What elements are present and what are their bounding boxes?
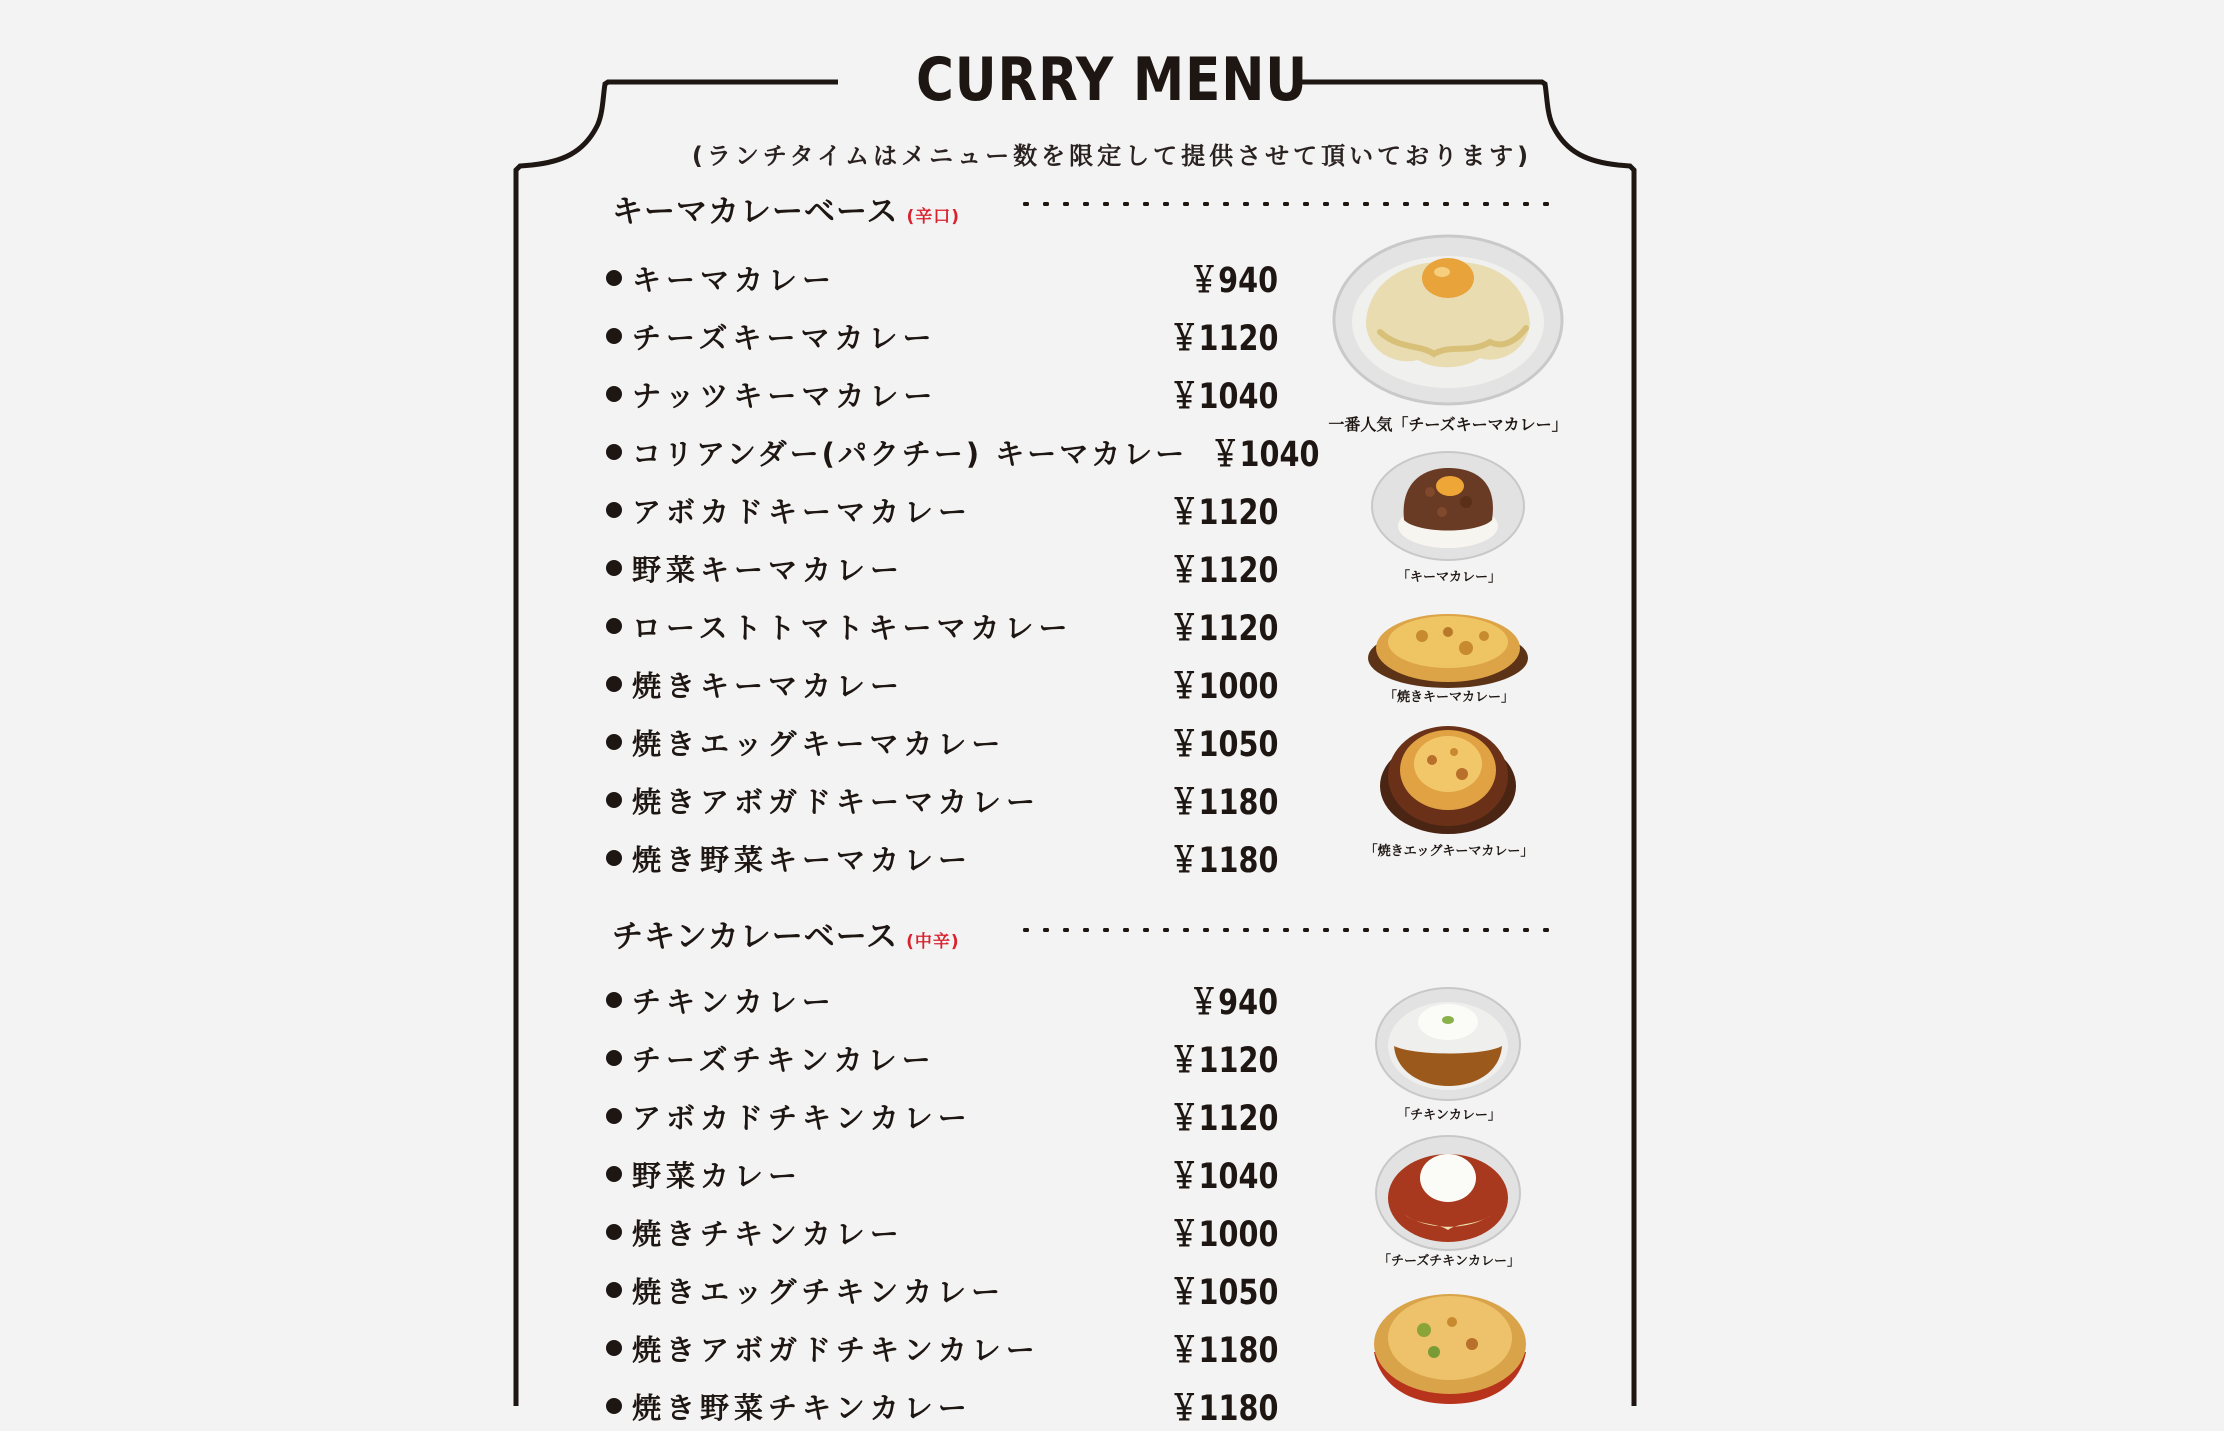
item-price: ￥1120: [1169, 551, 1278, 591]
bullet-icon: [606, 676, 622, 692]
menu-item: [606, 836, 1278, 880]
menu-item: [606, 430, 1320, 475]
keema-curry-photo: [1370, 450, 1526, 562]
menu-item: [606, 546, 1278, 590]
menu-item: [606, 778, 1278, 822]
item-price: ￥1000: [1169, 1215, 1278, 1255]
menu-title: CURRY MENU: [915, 45, 1309, 115]
menu-item: [606, 1152, 1278, 1196]
baked-keema-curry-photo: [1366, 602, 1530, 690]
item-name: チーズキーマカレー: [632, 320, 937, 355]
bullet-icon: [606, 1282, 622, 1298]
photo-caption: 「チキンカレー」: [1397, 1108, 1501, 1123]
section-heading-chicken: [612, 911, 960, 955]
item-name: コリアンダー(パクチー) キーマカレー: [632, 436, 1188, 471]
item-price: ￥1120: [1169, 1099, 1278, 1139]
item-name: 焼きキーマカレー: [632, 668, 905, 703]
photo-caption: 「キーマカレー」: [1396, 570, 1501, 585]
item-name: 野菜キーマカレー: [632, 552, 905, 587]
item-price: ￥1120: [1169, 319, 1278, 359]
cheese-chicken-curry-photo: [1374, 1134, 1522, 1252]
item-price: ￥1120: [1169, 609, 1278, 649]
menu-item: [606, 256, 1278, 300]
menu-item: [606, 662, 1278, 706]
menu-item: [606, 1268, 1278, 1312]
menu-subtitle: (ランチタイムはメニュー数を限定して提供させて頂いております): [691, 142, 1533, 170]
menu-item: [606, 1094, 1278, 1138]
item-name: アボカドチキンカレー: [632, 1100, 972, 1135]
item-price: ￥940: [1189, 261, 1278, 301]
item-name: 焼きエッグキーマカレー: [632, 726, 1006, 761]
item-name: 焼きエッグチキンカレー: [632, 1274, 1006, 1309]
item-price: ￥1180: [1169, 841, 1278, 881]
item-name: 焼き野菜キーマカレー: [632, 842, 973, 877]
item-price: ￥1120: [1169, 1041, 1278, 1081]
item-price: ￥1180: [1169, 1331, 1278, 1371]
item-price: ￥1050: [1169, 725, 1278, 765]
item-name: キーマカレー: [632, 262, 837, 297]
item-name: 野菜カレー: [632, 1158, 803, 1193]
bullet-icon: [606, 560, 622, 576]
section-heading-keema: [612, 186, 960, 230]
item-name: 焼きチキンカレー: [632, 1216, 904, 1251]
menu-item: [606, 720, 1278, 764]
item-price: ￥1120: [1169, 493, 1278, 533]
item-price: ￥1000: [1169, 667, 1278, 707]
menu-item: [606, 488, 1278, 532]
menu-item: [606, 314, 1278, 358]
menu-item: [606, 372, 1278, 416]
item-price: ￥1040: [1169, 1157, 1278, 1197]
bullet-icon: [606, 1398, 622, 1414]
item-name: 焼きアボガドチキンカレー: [632, 1332, 1040, 1367]
menu-item: [606, 978, 1278, 1022]
item-name: 焼きアボガドキーマカレー: [632, 784, 1041, 819]
item-name: ナッツキーマカレー: [632, 378, 938, 413]
section-name: チキンカレーベース: [612, 919, 899, 955]
bullet-icon: [606, 1224, 622, 1240]
bullet-icon: [606, 992, 622, 1008]
item-price: ￥1040: [1211, 435, 1320, 475]
bullet-icon: [606, 1166, 622, 1182]
bullet-icon: [606, 792, 622, 808]
bullet-icon: [606, 1050, 622, 1066]
spice-level-label: (中辛): [906, 932, 960, 952]
menu-item: [606, 1326, 1278, 1370]
bullet-icon: [606, 444, 622, 460]
bullet-icon: [606, 502, 622, 518]
photo-caption: 「チーズチキンカレー」: [1378, 1254, 1520, 1269]
baked-chicken-curry-photo: [1370, 1282, 1530, 1406]
baked-egg-keema-curry-photo: [1378, 720, 1518, 836]
item-price: ￥1180: [1169, 783, 1278, 823]
bullet-icon: [606, 328, 622, 344]
photo-caption: 「焼きキーマカレー」: [1383, 690, 1514, 705]
menu-item: [606, 1384, 1278, 1428]
menu-item: [606, 1036, 1278, 1080]
item-price: ￥1050: [1169, 1273, 1278, 1313]
item-name: ローストトマトキーマカレー: [632, 610, 1073, 645]
bullet-icon: [606, 618, 622, 634]
spice-level-label: (辛口): [906, 207, 960, 227]
cheese-keema-curry-photo: [1330, 232, 1566, 406]
dotted-leader: [1016, 928, 1556, 932]
item-name: アボカドキーマカレー: [632, 494, 973, 529]
item-price: ￥1040: [1169, 377, 1278, 417]
item-name: チキンカレー: [632, 984, 836, 1019]
item-price: ￥940: [1189, 983, 1278, 1023]
section-name: キーマカレーベース: [612, 194, 899, 230]
bullet-icon: [606, 1108, 622, 1124]
menu-item: [606, 604, 1278, 648]
item-price: ￥1180: [1169, 1389, 1278, 1429]
bullet-icon: [606, 270, 622, 286]
menu-item: [606, 1210, 1278, 1254]
bullet-icon: [606, 850, 622, 866]
photo-caption: 一番人気「チーズキーマカレー」: [1328, 415, 1568, 434]
bullet-icon: [606, 386, 622, 402]
chicken-curry-photo: [1374, 986, 1522, 1102]
item-name: チーズチキンカレー: [632, 1042, 936, 1077]
dotted-leader: [1016, 202, 1556, 206]
photo-caption: 「焼きエッグキーマカレー」: [1364, 844, 1534, 859]
item-name: 焼き野菜チキンカレー: [632, 1390, 972, 1425]
bullet-icon: [606, 1340, 622, 1356]
bullet-icon: [606, 734, 622, 750]
